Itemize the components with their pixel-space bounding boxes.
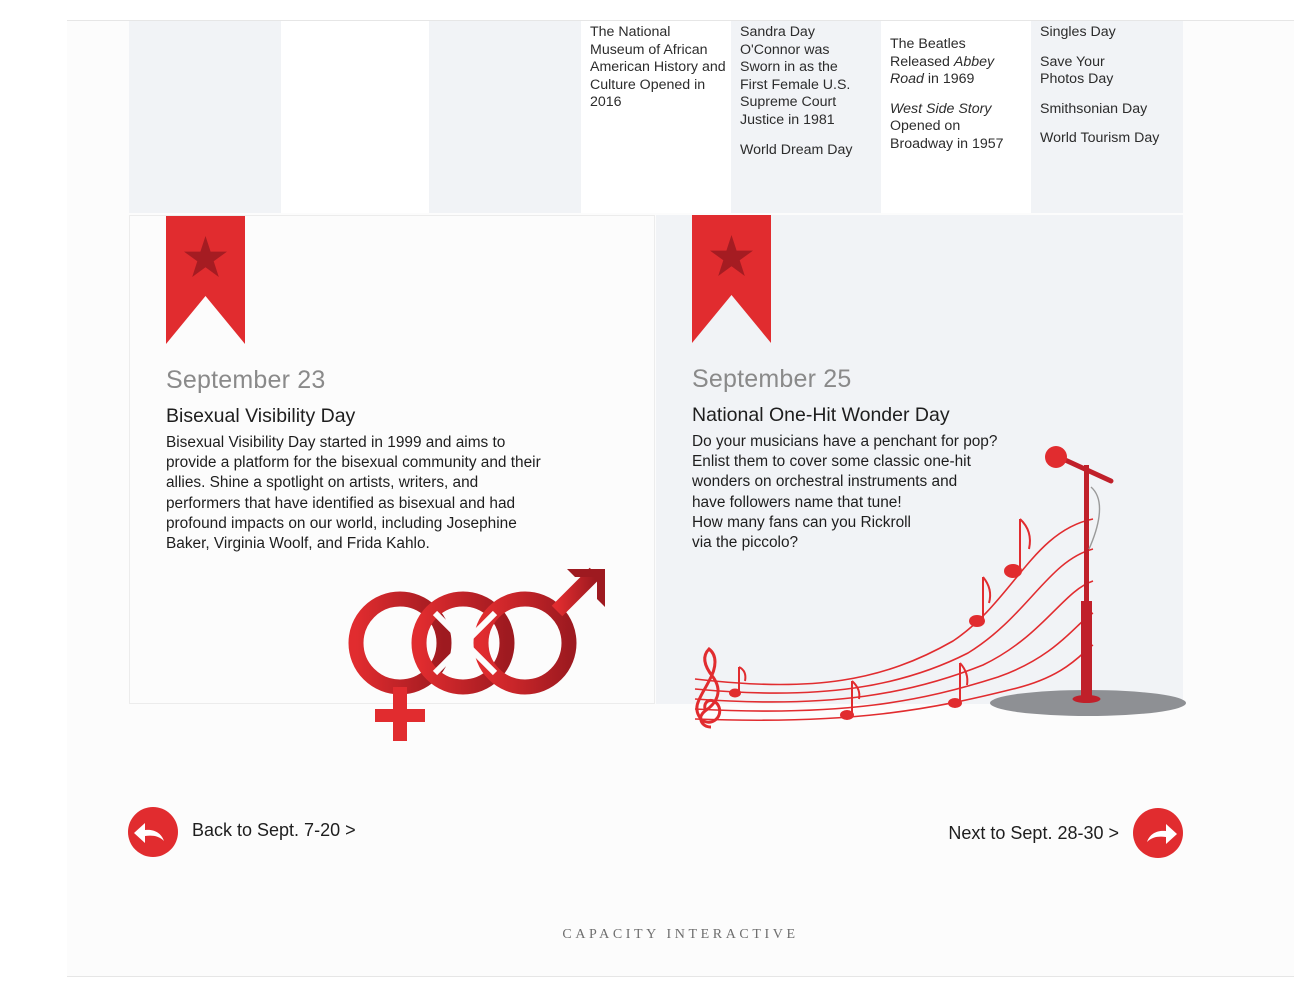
calendar-cell [581, 21, 731, 213]
calendar-event-italic: Abbey Road [890, 53, 995, 88]
calendar-event-text: The Beatles Released [890, 36, 966, 70]
forward-arrow-icon [1133, 808, 1183, 858]
footer-brand: CAPACITY INTERACTIVE [562, 927, 799, 942]
calendar-event-italic: West Side Story [890, 100, 992, 117]
back-link[interactable]: Back to Sept. 7-20 > [192, 820, 356, 840]
calendar-event: Smithsonian Day [1040, 100, 1148, 117]
calendar-cell [731, 21, 881, 213]
next-link[interactable]: Next to Sept. 28-30 > [948, 823, 1119, 843]
calendar-event-text: Opened on Broadway in 1957 [890, 118, 1004, 152]
calendar-cell [429, 21, 581, 213]
card-date: September 25 [692, 365, 852, 393]
bookmark-ribbon-icon [692, 215, 771, 343]
calendar-cell [281, 21, 429, 213]
back-button[interactable] [128, 807, 178, 857]
bookmark-ribbon-icon [166, 216, 245, 344]
calendar-event: Singles Day [1040, 24, 1116, 40]
calendar-event: Sandra Day O'Connor was Sworn in as the First Female U.S. Supreme Court Justice in 1981 [740, 24, 851, 128]
calendar-event [890, 101, 1020, 154]
calendar-event: Save Your Photos Day [1040, 53, 1114, 88]
calendar-event: World Tourism Day [1040, 130, 1160, 147]
calendar-cell [129, 21, 281, 213]
calendar-cell [881, 21, 1031, 213]
bisexual-symbol-icon [345, 561, 615, 751]
back-arrow-icon [128, 807, 178, 857]
card-date: September 23 [166, 366, 326, 394]
calendar-event: The National Museum of African American History and Culture Opened in 2016 [590, 24, 726, 111]
card-title: Bisexual Visibility Day [166, 405, 356, 427]
calendar-event: World Dream Day [740, 141, 853, 158]
page [67, 20, 1294, 977]
calendar-event-text: in 1969 [927, 71, 975, 88]
next-button[interactable] [1133, 808, 1183, 858]
microphone-music-staff-icon [683, 431, 1193, 731]
card-description: Bisexual Visibility Day started in 1999 and aims to provide a platform for the bisexual community and their allies. Shine a spotlight on artists, writers, and performers that have identified as bisexual and had profound impacts on our world, including Josephine Baker, Virginia Woolf, and Frida Kahlo. [166, 434, 541, 553]
calendar-cell [1031, 21, 1183, 213]
calendar-event [890, 36, 1012, 89]
card-title: National One-Hit Wonder Day [692, 404, 950, 426]
card-description: Do your musicians have a penchant for pop? Enlist them to cover some classic one-hit wonders on orchestral instruments and have followers name that tune! How many fans can you Rickroll via the piccolo? [692, 433, 998, 552]
